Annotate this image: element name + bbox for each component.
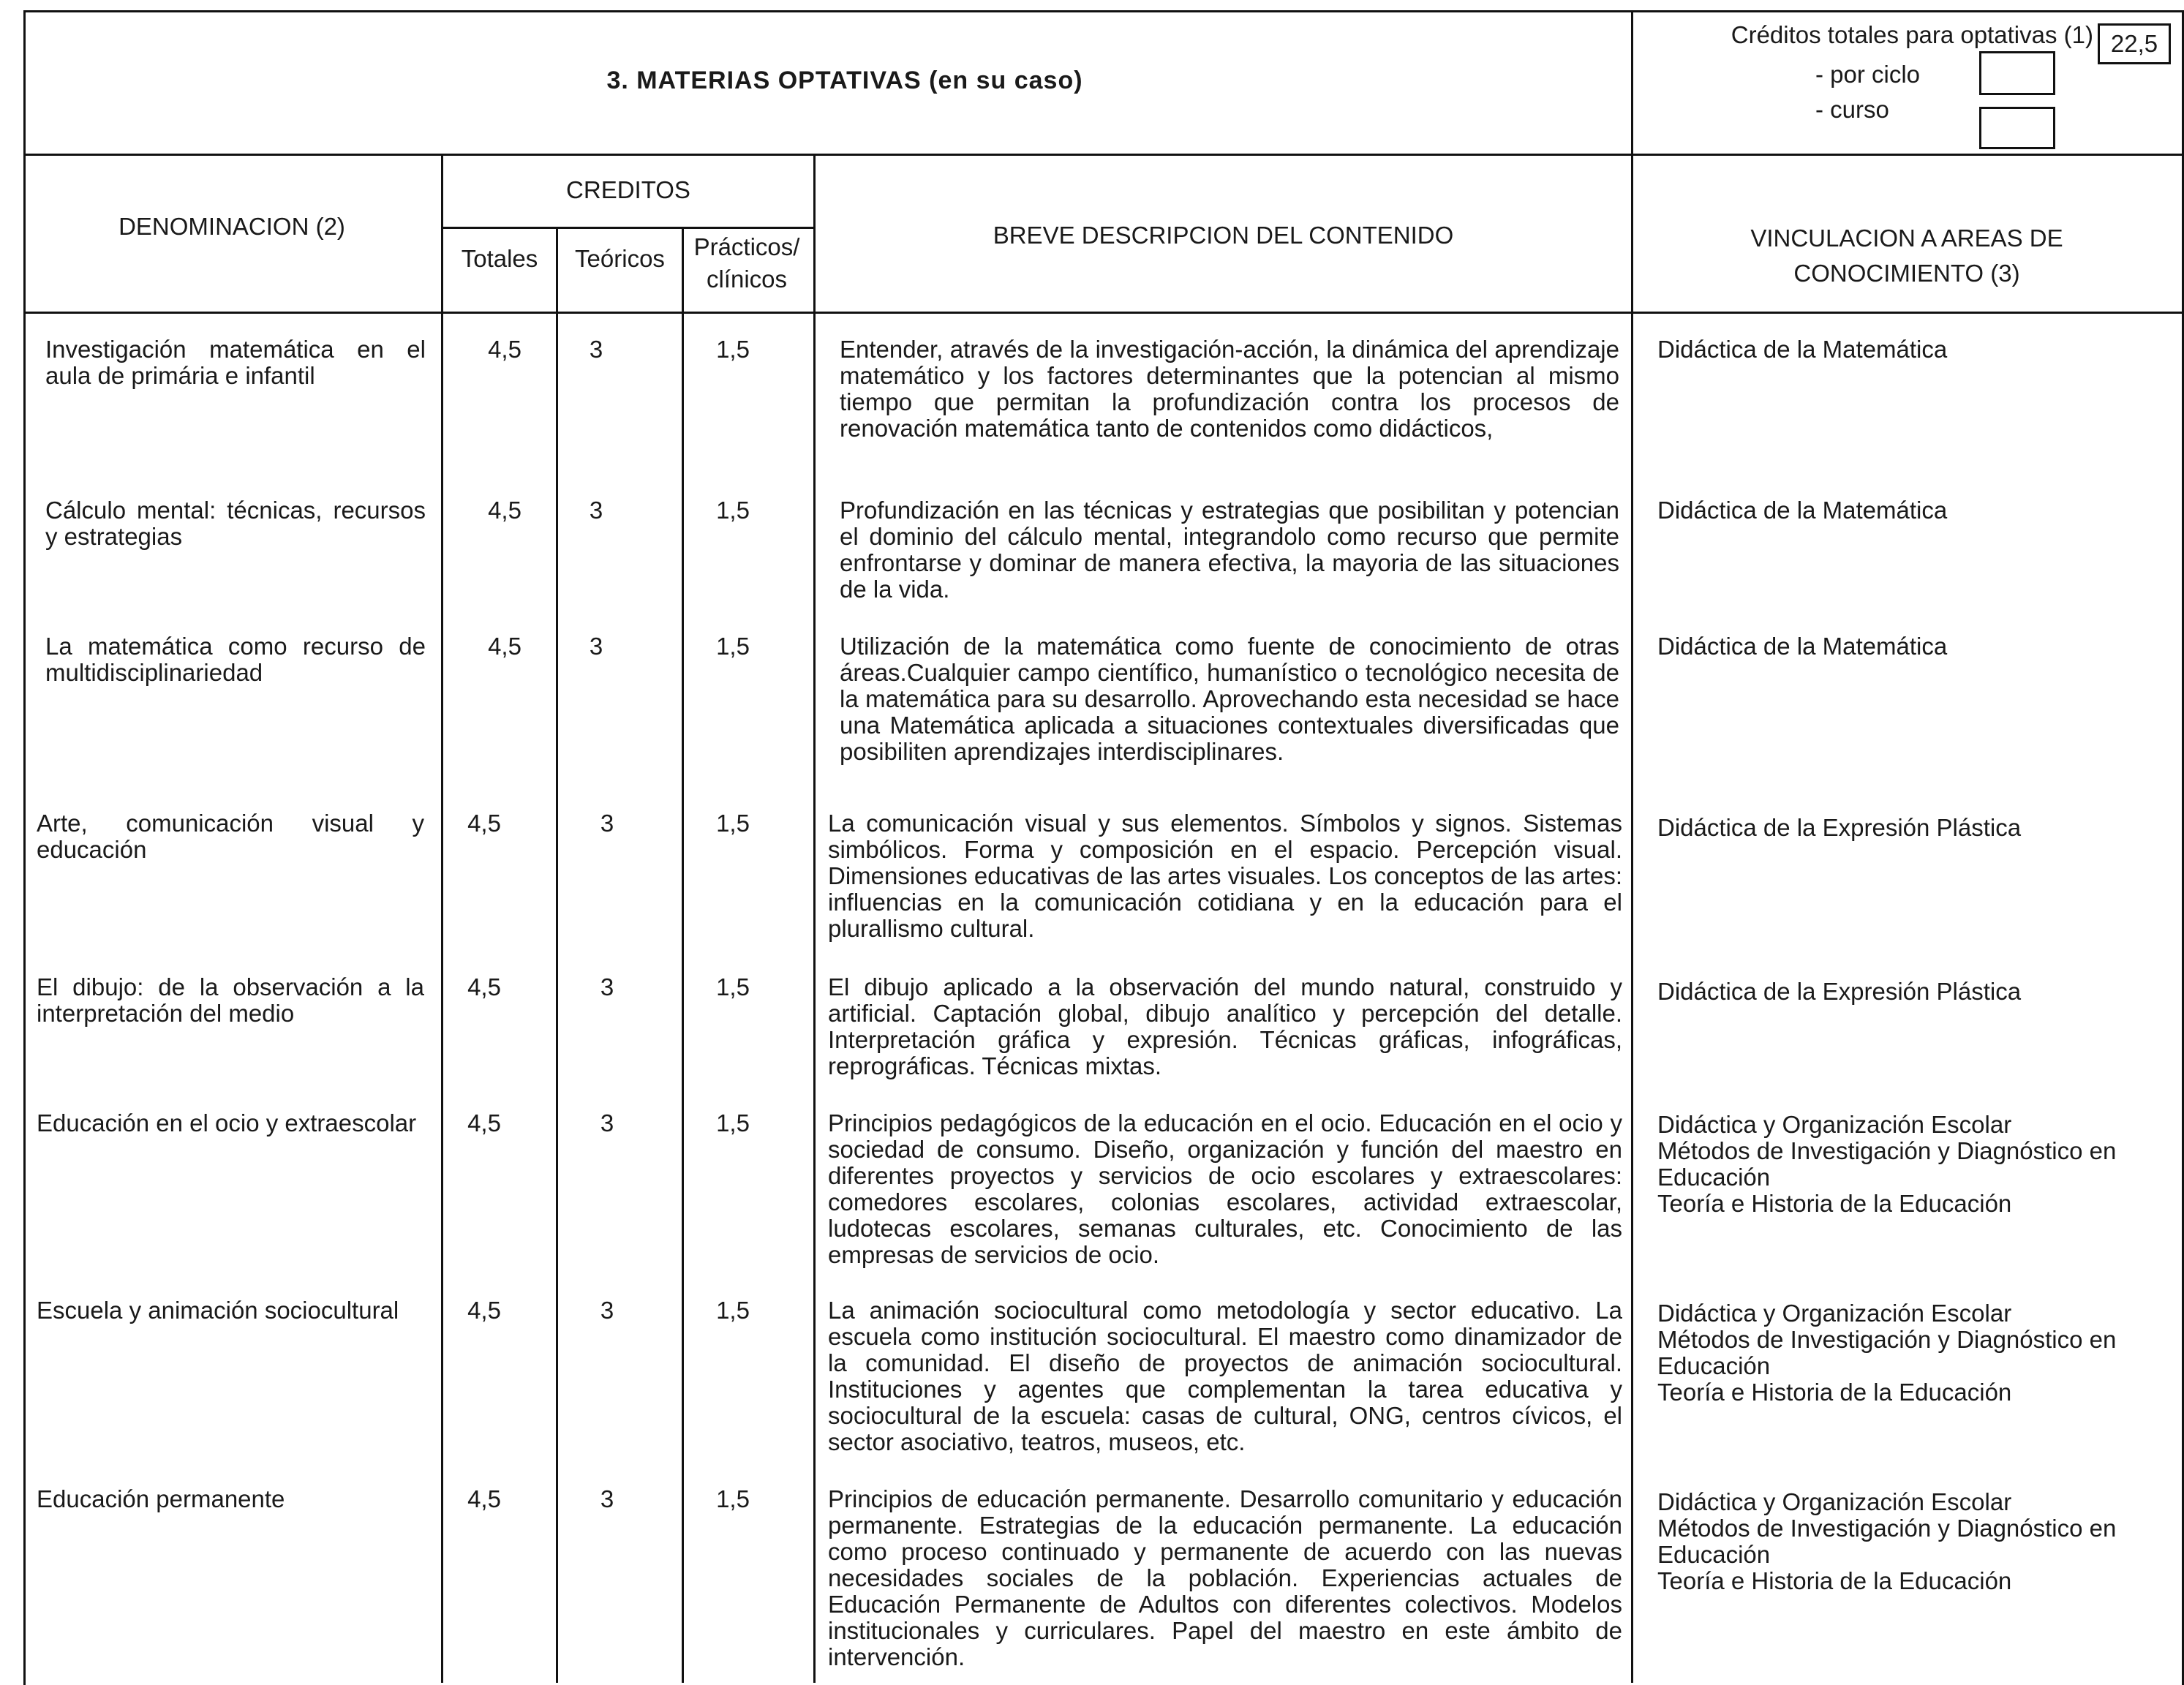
row-2-totales: 4,5 — [488, 497, 521, 524]
row-1-description: Entender, através de la investigación-acción, la dinámica del aprendizaje matemático y los factores determinantes que la potencian al mismo tiempo que permitan la profundización contra los procesos de renovación matemática tanto de contenidos como didácticos, — [840, 336, 1619, 442]
row-3-name: La matemática como recurso de multidisciplinariedad — [45, 633, 426, 686]
row-7-area-3: Teoría e Historia de la Educación — [1657, 1379, 2012, 1406]
row-2-area-1: Didáctica de la Matemática — [1657, 497, 1948, 524]
row-3-description: Utilización de la matemática como fuente de conocimiento de otras áreas.Cualquier campo científico, humanístico o tecnológico necesita de la matemática para su desarrollo. Aprovechando esta necesidad se hace una Matemática aplicada a situaciones contextuales diversificadas que posibiliten aprendizajes interdisciplinares. — [840, 633, 1619, 765]
row-3-area-1: Didáctica de la Matemática — [1657, 633, 1948, 660]
row-1-area-1: Didáctica de la Matemática — [1657, 336, 1948, 363]
col-header-teoricos: Teóricos — [575, 245, 665, 272]
row-7-practicos: 1,5 — [716, 1297, 750, 1324]
row-6-name: Educación en el ocio y extraescolar — [37, 1109, 417, 1136]
row-7-totales: 4,5 — [467, 1297, 501, 1324]
row-2-teoricos: 3 — [589, 497, 603, 524]
per-cycle-box — [1979, 51, 2055, 95]
row-6-description: Principios pedagógicos de la educación en el ocio. Educación en el ocio y sociedad de consumo. Diseño, organización y función del maestro en diferentes proyectos y servicios de ocio escolares y extraescolares: comedores escolares, colonias escolares, actividad extraescolar, ludotecas escolares, semanas culturales, etc. Conocimiento de las empresas de servicios de ocio. — [828, 1109, 1622, 1268]
col-header-denominacion: DENOMINACION (2) — [118, 213, 345, 240]
credits-total-label: Créditos totales para optativas (1) — [1731, 21, 2093, 48]
row-8-area-1: Didáctica y Organización Escolar — [1657, 1488, 2012, 1515]
row-7-name: Escuela y animación sociocultural — [37, 1297, 399, 1324]
row-5-description: El dibujo aplicado a la observación del mundo natural, construido y artificial. Captación global, dibujo analítico y percepción del detalle. Interpretación gráfica y expresión. Técnicas gráficas, infográficas, reprográficas. Técnicas mixtas. — [828, 973, 1622, 1079]
per-course-box — [1979, 107, 2055, 149]
row-4-area-1: Didáctica de la Expresión Plástica — [1657, 814, 2022, 841]
row-8-totales: 4,5 — [467, 1485, 501, 1512]
row-4-practicos: 1,5 — [716, 810, 750, 837]
row-6-practicos: 1,5 — [716, 1109, 750, 1136]
credits-total-value: 22,5 — [2110, 30, 2158, 57]
col-divider-creditos — [441, 154, 443, 1683]
row-6-area-1: Didáctica y Organización Escolar — [1657, 1111, 2012, 1138]
column-header-divider — [23, 312, 2182, 314]
row-8-teoricos: 3 — [600, 1485, 614, 1512]
row-2-practicos: 1,5 — [716, 497, 750, 524]
row-4-totales: 4,5 — [467, 810, 501, 837]
row-1-practicos: 1,5 — [716, 336, 750, 363]
per-cycle-label: - por ciclo — [1815, 61, 1921, 88]
row-2-name: Cálculo mental: técnicas, recursos y estrategias — [45, 497, 426, 550]
row-6-area-2: Métodos de Investigación y Diagnóstico en Educación — [1657, 1137, 2117, 1191]
col-divider-totales — [556, 227, 558, 1683]
col-header-totales: Totales — [461, 245, 538, 272]
row-7-area-1: Didáctica y Organización Escolar — [1657, 1300, 2012, 1327]
page-title: 3. MATERIAS OPTATIVAS (en su caso) — [606, 67, 1083, 94]
col-header-creditos: CREDITOS — [566, 176, 690, 203]
row-4-name: Arte, comunicación visual y educación — [37, 810, 424, 863]
per-course-label: - curso — [1815, 96, 1889, 123]
row-5-teoricos: 3 — [600, 973, 614, 1000]
row-3-teoricos: 3 — [589, 633, 603, 660]
col-header-vinculacion-2: CONOCIMIENTO (3) — [1793, 260, 2020, 287]
col-header-vinculacion-1: VINCULACION A AREAS DE — [1750, 225, 2063, 252]
row-7-description: La animación sociocultural como metodología y sector educativo. La escuela como institución sociocultural. El maestro como dinamizador de la comunidad. El diseño de proyectos de animación sociocultural. Instituciones y agentes que complementan la tarea educativa y sociocultural de la escuela: casas de cultural, ONG, centros cívicos, el sector asociativo, teatros, museos, etc. — [828, 1297, 1622, 1455]
col-divider-teoricos — [682, 227, 684, 1683]
col-header-practicos-1: Prácticos/ — [693, 233, 800, 260]
creditos-subheader-divider — [441, 227, 816, 229]
col-header-descripcion: BREVE DESCRIPCION DEL CONTENIDO — [993, 222, 1454, 249]
header-divider — [23, 154, 2182, 156]
row-4-teoricos: 3 — [600, 810, 614, 837]
row-1-teoricos: 3 — [589, 336, 603, 363]
row-5-name: El dibujo: de la observación a la interpretación del medio — [37, 973, 424, 1027]
row-4-description: La comunicación visual y sus elementos. Símbolos y signos. Sistemas simbólicos. Forma y composición en el espacio. Percepción visual. Dimensiones educativas de las artes visuales. Los conceptos de las artes: influencias en la comunicación cotidiana y en la educación para el plurallismo cultural. — [828, 810, 1622, 942]
row-7-teoricos: 3 — [600, 1297, 614, 1324]
row-1-totales: 4,5 — [488, 336, 521, 363]
credits-total-box — [2098, 23, 2171, 64]
row-1-name: Investigación matemática en el aula de primária e infantil — [45, 336, 426, 389]
row-5-practicos: 1,5 — [716, 973, 750, 1000]
row-8-practicos: 1,5 — [716, 1485, 750, 1512]
row-5-area-1: Didáctica de la Expresión Plástica — [1657, 978, 2022, 1005]
row-6-teoricos: 3 — [600, 1109, 614, 1136]
row-7-area-2: Métodos de Investigación y Diagnóstico en Educación — [1657, 1326, 2117, 1379]
col-header-practicos-2: clínicos — [706, 265, 788, 293]
row-6-totales: 4,5 — [467, 1109, 501, 1136]
col-divider-descripcion — [813, 154, 816, 1683]
row-5-totales: 4,5 — [467, 973, 501, 1000]
row-8-name: Educación permanente — [37, 1485, 285, 1512]
row-6-area-3: Teoría e Historia de la Educación — [1657, 1190, 2012, 1217]
row-8-area-3: Teoría e Historia de la Educación — [1657, 1567, 2012, 1594]
row-2-description: Profundización en las técnicas y estrategias que posibilitan y potencian el dominio del cálculo mental, integrandolo como recurso que permite enfrontarse y dominar de manera efectiva, la mayoria de las situaciones de la vida. — [840, 497, 1619, 603]
row-8-area-2: Métodos de Investigación y Diagnóstico en Educación — [1657, 1515, 2117, 1568]
row-3-practicos: 1,5 — [716, 633, 750, 660]
row-3-totales: 4,5 — [488, 633, 521, 660]
row-8-description: Principios de educación permanente. Desarrollo comunitario y educación permanente. Estrategias de la educación permanente. La educación como proceso continuado y permanente de acuerdo con las nuevas necesidades sociales de la población. Experiencias actuales de Educación Permanente de Adultos con diferentes colectivos. Modelos institucionales y curriculares. Papel del maestro en este ámbito de intervención. — [828, 1485, 1622, 1670]
